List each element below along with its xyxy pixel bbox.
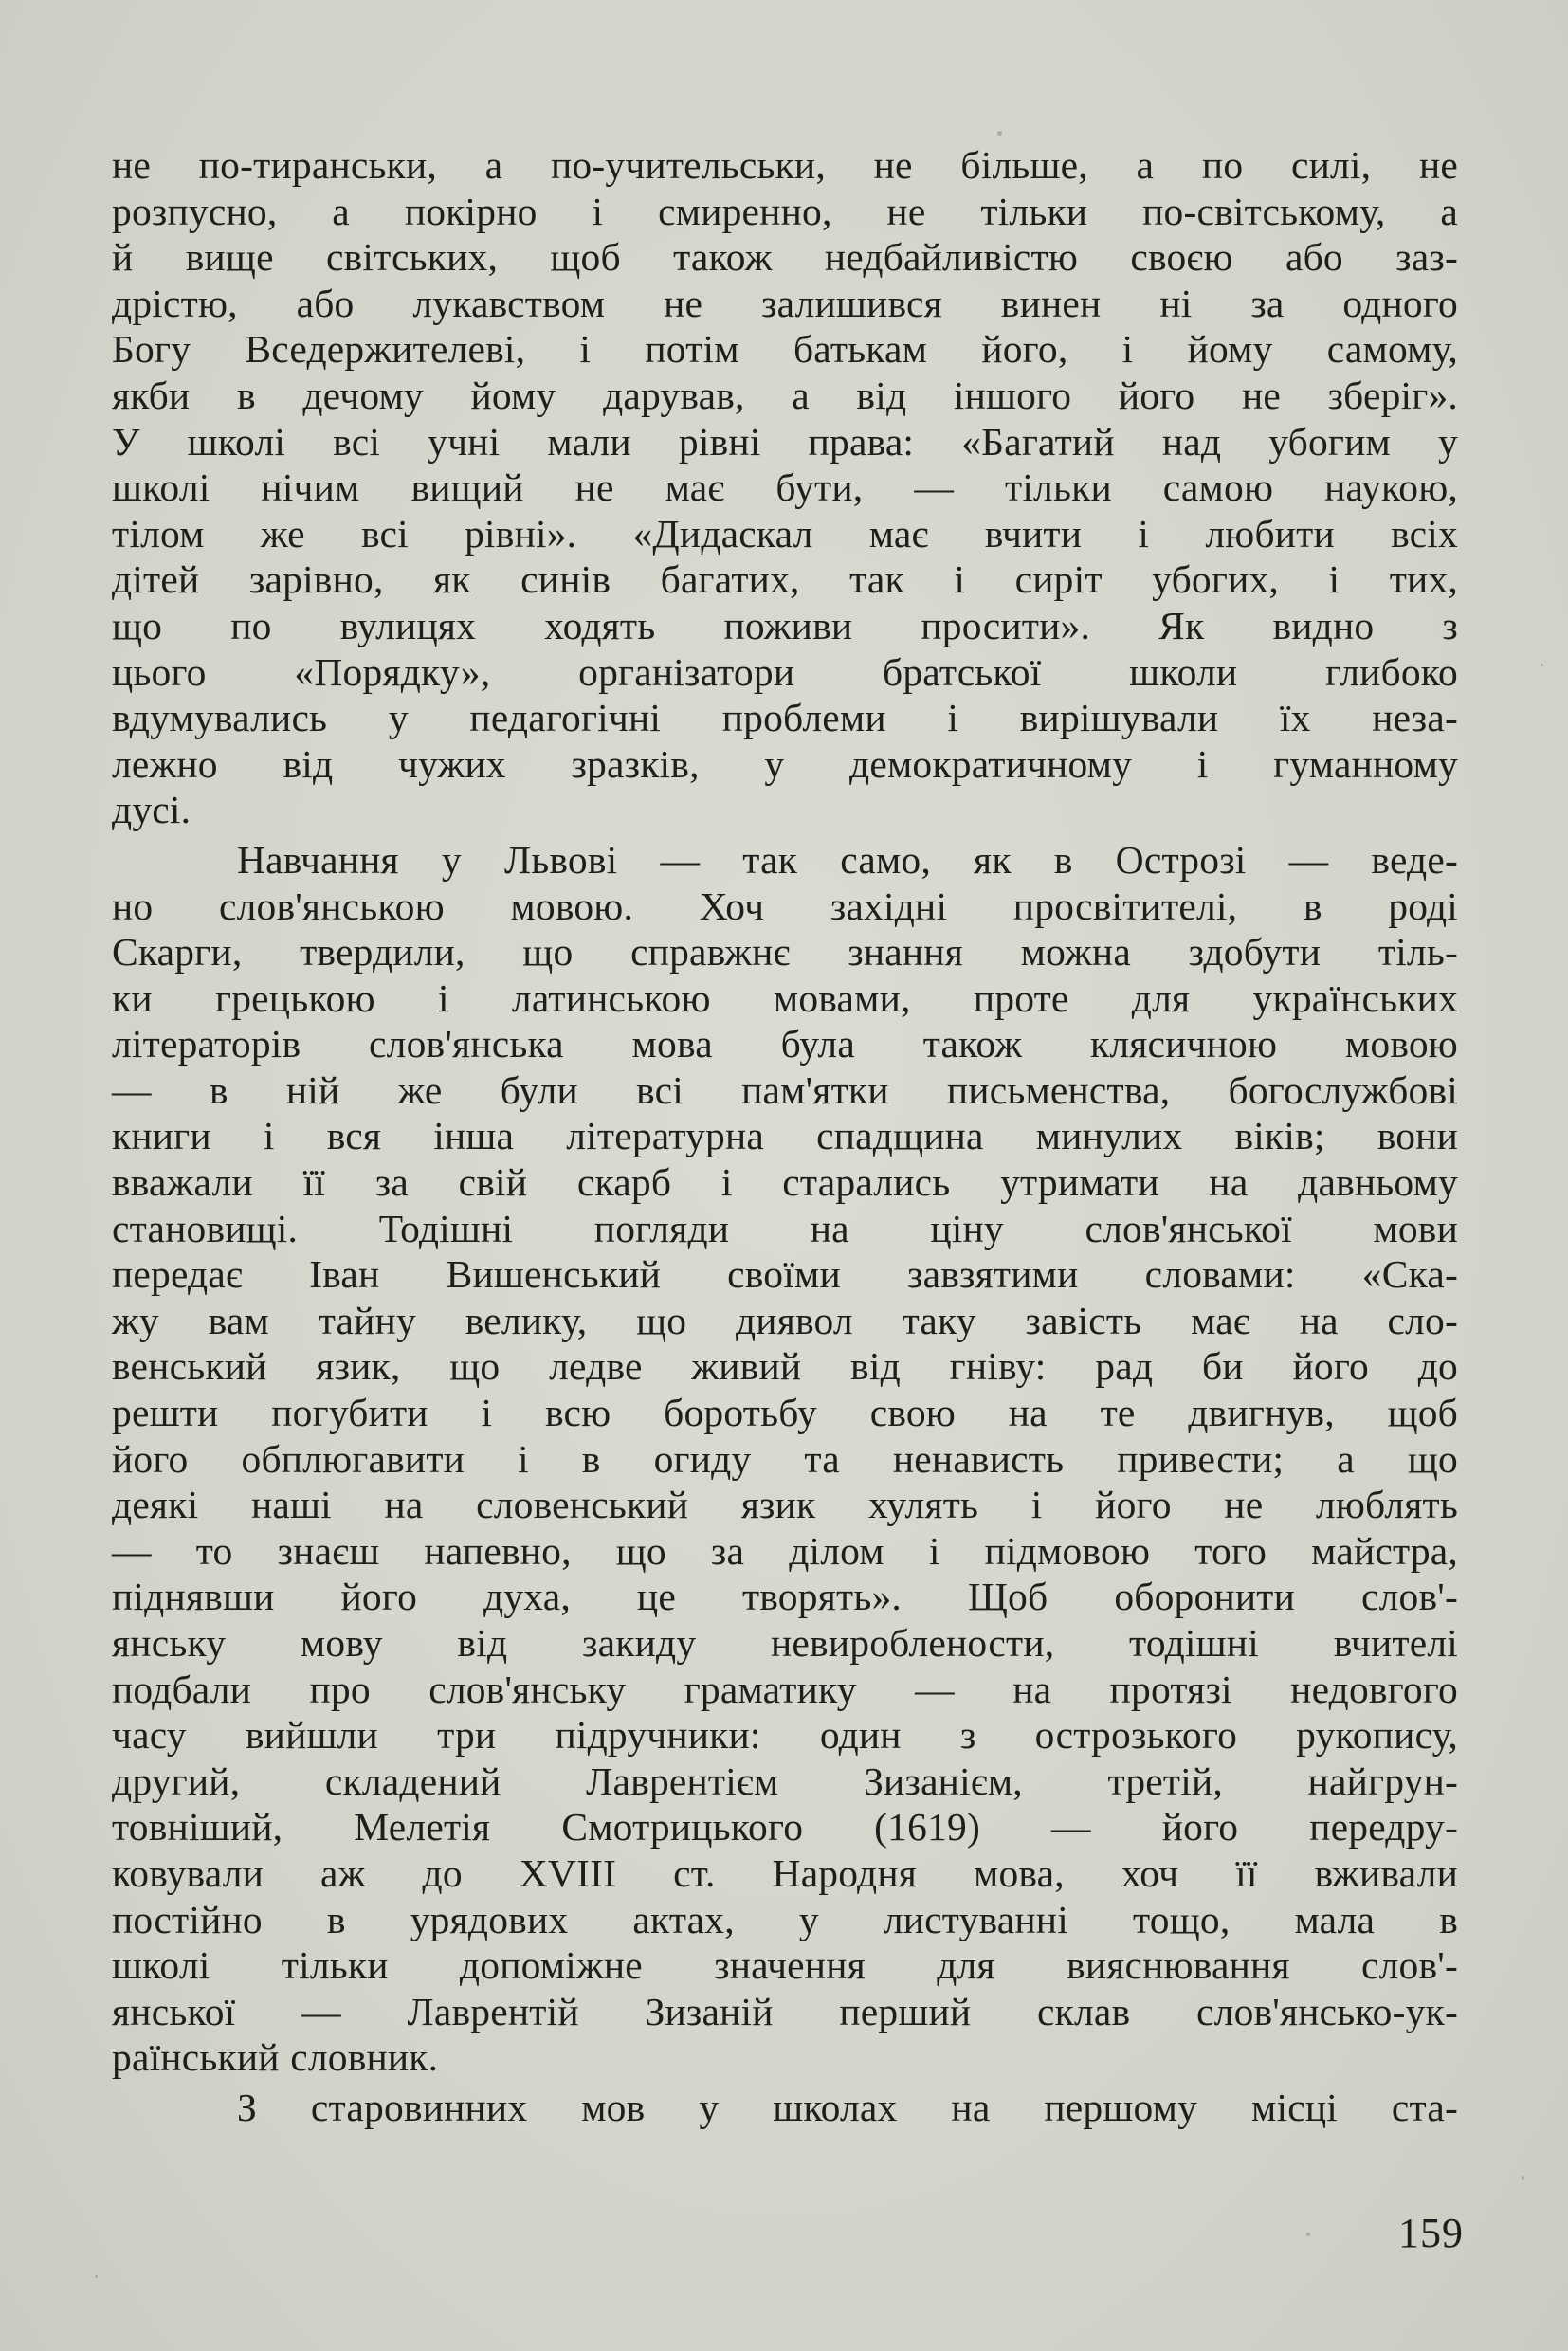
text-line: школі нічим вищий не має бути, — тільки самою наукою, <box>112 465 1458 510</box>
text-line: янську мову від закиду невироблености, тодішні вчителі <box>112 1621 1458 1665</box>
body-text <box>112 142 1458 2131</box>
text-line: другий, складений Лаврентієм Зизанієм, третій, найгрун- <box>112 1759 1458 1803</box>
text-line: решти погубити і всю боротьбу свою на те двигнув, щоб <box>112 1391 1458 1435</box>
page-number: 159 <box>1398 2210 1464 2256</box>
text-line: Богу Вседержителеві, і потім батькам його, і йому самому, <box>112 327 1458 372</box>
text-line: книги і вся інша літературна спадщина минулих віків; вони <box>112 1114 1458 1158</box>
text-line: подбали про слов'янську граматику — на протязі недовгого <box>112 1667 1458 1711</box>
text-line: дусі. <box>112 788 191 832</box>
paper-speck <box>1541 664 1543 666</box>
text-line: деякі наші на словенський язик хулять і його не люблять <box>112 1483 1458 1527</box>
text-line: цього «Порядку», організатори братської школи глибоко <box>112 649 1458 694</box>
text-line: У школі всі учні мали рівні права: «Багатий над убогим у <box>112 419 1458 464</box>
text-line: раїнський словник. <box>112 2035 439 2080</box>
text-line: ки грецькою і латинською мовами, проте для українських <box>112 975 1458 1020</box>
text-line: венський язик, що ледве живий від гніву: рад би його до <box>112 1344 1458 1389</box>
paper-speck <box>1522 2176 1524 2180</box>
text-line: дітей зарівно, як синів багатих, так і сиріт убогих, і тих, <box>112 557 1458 602</box>
text-line: Навчання у Львові — так само, як в Острозі — веде- <box>237 837 1458 882</box>
text-line: розпусно, а покірно і смиренно, не тільки по-світському, а <box>112 189 1458 233</box>
text-line: часу вийшли три підручники: один з острозького рукопису, <box>112 1713 1458 1758</box>
text-line: вдумувались у педагогічні проблеми і вирішували їх неза- <box>112 696 1458 740</box>
text-line: З старовинних мов у школах на першому місці ста- <box>237 2085 1458 2129</box>
text-line: постійно в урядових актах, у листуванні тощо, мала в <box>112 1897 1458 1941</box>
paragraph <box>112 2085 1458 2131</box>
text-line: но слов'янською мовою. Хоч західні просвітителі, в роді <box>112 884 1458 928</box>
paragraph <box>112 837 1458 2081</box>
text-line: й вище світських, щоб також недбайливістю своєю або заз- <box>112 235 1458 280</box>
text-line: лежно від чужих зразків, у демократичному і гуманному <box>112 741 1458 786</box>
text-line: Скарги, твердили, що справжнє знання можна здобути тіль- <box>112 930 1458 975</box>
text-line: літераторів слов'янська мова була також клясичною мовою <box>112 1022 1458 1066</box>
paper-speck <box>95 2275 98 2278</box>
text-line: становищі. Тодішні погляди на ціну слов'янської мови <box>112 1206 1458 1250</box>
text-line: не по-тиранськи, а по-учительськи, не більше, а по силі, не <box>112 143 1458 187</box>
text-line: дрістю, або лукавством не залишився винен ні за одного <box>112 281 1458 325</box>
text-line: передає Іван Вишенський своїми завзятими словами: «Ска- <box>112 1252 1458 1297</box>
text-line: тілом же всі рівні». «Дидаскал має вчити і любити всіх <box>112 511 1458 556</box>
text-line: товніший, Мелетія Смотрицького (1619) — його передру- <box>112 1805 1458 1850</box>
text-line: піднявши його духа, це творять». Щоб оборонити слов'- <box>112 1575 1458 1619</box>
text-line: — то знаєш напевно, що за ділом і підмовою того майстра, <box>112 1528 1458 1573</box>
text-line: ковували аж до XVIII ст. Народня мова, хоч її вживали <box>112 1850 1458 1895</box>
text-line: жу вам тайну велику, що диявол таку завість має на сло- <box>112 1298 1458 1342</box>
paper-speck <box>997 131 1002 136</box>
text-line: що по вулицях ходять поживи просити». Як видно з <box>112 603 1458 647</box>
text-line: вважали її за свій скарб і старались утримати на давньому <box>112 1160 1458 1205</box>
text-line: — в ній же були всі пам'ятки письменства, богослужбові <box>112 1067 1458 1112</box>
paragraph <box>112 142 1458 833</box>
text-line: його обплюгавити і в огиду та ненависть привести; а що <box>112 1436 1458 1481</box>
paper-speck <box>1306 2233 1310 2236</box>
text-line: янської — Лаврентій Зизаній перший склав слов'янсько-ук- <box>112 1989 1458 2033</box>
text-line: якби в дечому йому дарував, а від іншого його не зберіг». <box>112 373 1458 417</box>
text-line: школі тільки допоміжне значення для вияснювання слов'- <box>112 1943 1458 1988</box>
